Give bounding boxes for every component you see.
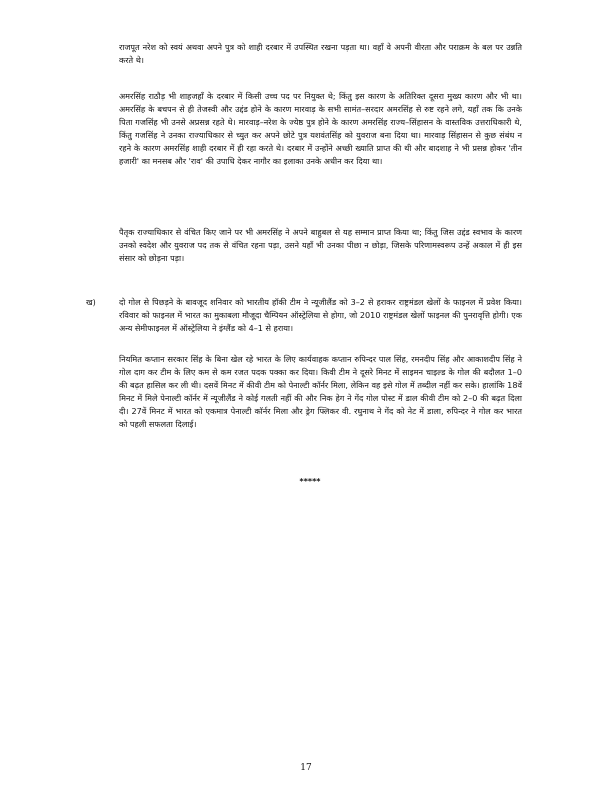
section-marker: ख) (86, 297, 96, 307)
end-marker: ***** (299, 477, 321, 486)
paragraph-hockey-match: नियमित कप्तान सरकार सिंह के बिना खेल रहे भारत के लिए कार्यवाहक कप्तान रुपिन्दर पाल सिंह, रमनदीप सिंह और आकाशदीप सिंह ने गोल दाग कर टीम के लिए कम से कम रजत पदक पक्का कर दिया। किवी टीम ने दूसरे मिनट में साइमन चाइल्ड के गोल की बदौलत 1–0 की बढ़त हासिल कर ली थी। दसवें मिनट में कीवी टीम को पेनाल्टी कॉर्नर मिला, लेकिन वह इसे गोल में तब्दील नहीं कर सके। हालांकि 18वें मिनट में मिले पेनाल्टी कॉर्नर में न्यूजीलैंड ने कोई गलती नहीं की और निक हेग ने गेंद गोल पोस्ट में डाल कीवी टीम को 2–0 की बढ़त दिला दी। 27वें मिनट में भारत को एकमात्र पेनाल्टी कॉर्नर मिला और ड्रेग फ्लिकर वी. रघुनाथ ने गेंद को नेट में डाला, रुपिन्दर ने गोल कर भारत को पहली सफलता दिलाई। (119, 354, 522, 429)
paragraph-amar-singh: अमरसिंह राठौड़ भी शाहजहाँ के दरबार में किसी उच्च पद पर नियुक्त थे; किंतु इस कारण के अतिरिक्त दूसरा मुख्य कारण और भी था। अमरसिंह के बचपन से ही तेजस्वी और उद्दंड होने के कारण मारवाड़ के सभी सामंत–सरदार अमरसिंह से रुष्ट रहने लगे, यहाँ तक कि उनके पिता गजसिंह भी उनसे अप्रसन्न रहते थे। मारवाड़–नरेश के ज्येष्ठ पुत्र होने के कारण अमरसिंह राज्य–सिंहासन के वास्तविक उत्तराधिकारी थे, किंतु गजसिंह ने उनका राज्याधिकार से च्युत कर अपने छोटे पुत्र यशवंतसिंह को युवराज बना दिया था। मारवाड़ सिंहासन से कुछ संबंध न रहने के कारण अमरसिंह शाही दरबार में ही रहा करते थे। दरबार में उन्होंने अच्छी ख्याति प्राप्त की थी और बादशाह ने भी प्रसन्न होकर 'तीन हजारी' का मनसब और 'राव' की उपाधि देकर नागौर का इलाका उनके अधीन कर दिया था। (119, 91, 522, 166)
paragraph-rajput-court: राजपूत नरेश को स्वयं अथवा अपने पुत्र को शाही दरबार में उपस्थित रखना पड़ता था। वहाँ वे अपनी वीरता और पराक्रम के बल पर उन्नति करते थे। (119, 42, 522, 65)
paragraph-hockey-final: दो गोल से पिछड़ने के बावजूद शनिवार को भारतीय हॉकी टीम ने न्यूजीलैंड को 3–2 से हराकर राष्ट्रमंडल खेलों के फाइनल में प्रवेश किया। रविवार को फाइनल में भारत का मुकाबला मौजूदा चैम्पियन ऑस्ट्रेलिया से होगा, जो 2010 राष्ट्रमंडल खेलों फाइनल की पुनरावृत्ति होगी। एक अन्य सेमीफाइनल में ऑस्ट्रेलिया ने इंग्लैंड को 4–1 से हराया। (119, 297, 522, 333)
page-number: 17 (300, 763, 312, 773)
paragraph-inheritance: पैतृक राज्याधिकार से वंचित किए जाने पर भी अमरसिंह ने अपने बाहुबल से यह सम्मान प्राप्त किया था; किंतु जिस उद्दंड स्वभाव के कारण उनको स्वदेश और युवराज पद तक से वंचित रहना पड़ा, उसने यहाँ भी उनका पीछा न छोड़ा, जिसके परिणामस्वरूप उन्हें अकाल में ही इस संसार को छोड़ना पड़ा। (119, 227, 522, 263)
